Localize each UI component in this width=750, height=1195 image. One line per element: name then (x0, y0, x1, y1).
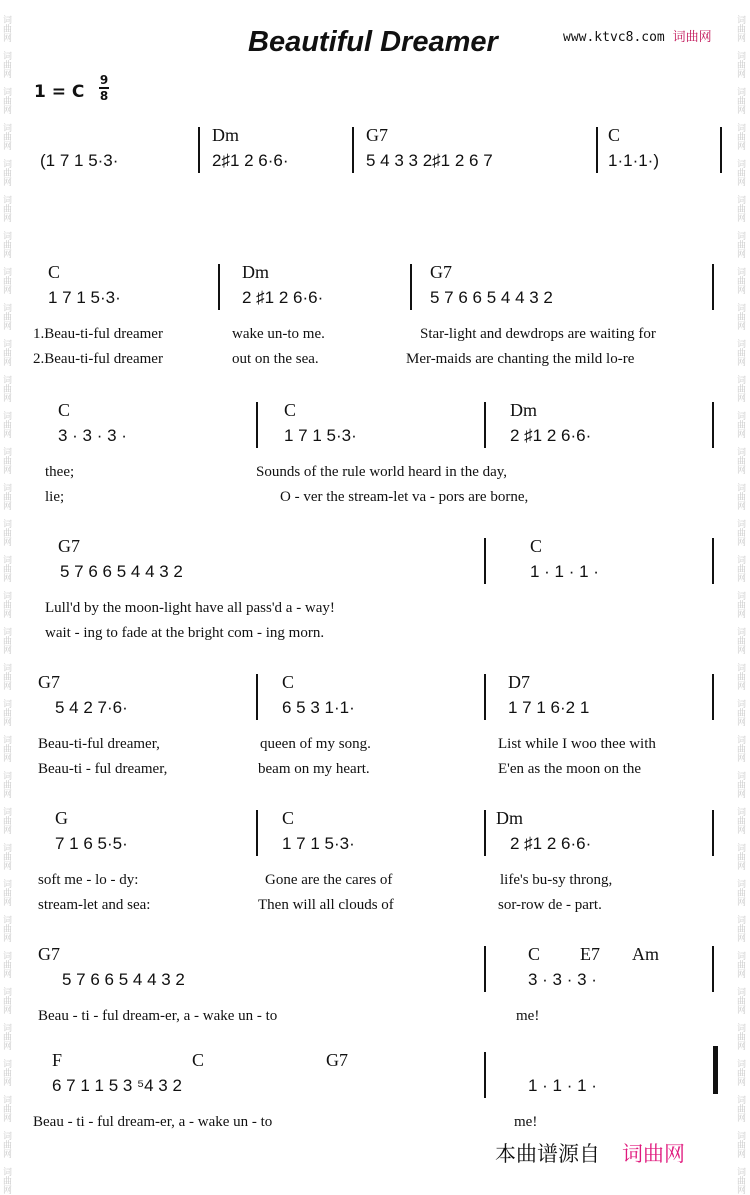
jianpu-notes: 2 ♯1 2 6·6· (510, 834, 592, 853)
barline (712, 674, 714, 720)
jianpu-notes: 2♯1 2 6·6· (212, 151, 289, 170)
chord-symbol: Dm (212, 125, 239, 145)
chord-symbol: Dm (510, 400, 537, 420)
chord-symbol: Dm (496, 808, 523, 828)
side-watermark-text: 词曲网 (735, 1166, 745, 1194)
barline (596, 127, 598, 173)
barline (712, 810, 714, 856)
chord-symbol: C (608, 125, 621, 145)
jianpu-notes: 1 · 1 · 1 · (530, 562, 599, 581)
side-watermark-text: 词曲网 (1, 1022, 11, 1050)
chord-symbol: C (282, 672, 295, 692)
side-watermark-text: 词曲网 (735, 1094, 745, 1122)
side-watermark-text: 词曲网 (735, 878, 745, 906)
jianpu-notes: (1 7 1 5·3· (40, 151, 119, 170)
jianpu-notes: 1 7 1 5·3· (282, 834, 355, 853)
lyric-line: Star-light and dewdrops are waiting for (420, 326, 656, 342)
lyric-line: out on the sea. (232, 351, 319, 367)
side-watermark-text: 词曲网 (1, 194, 11, 222)
barline (198, 127, 200, 173)
chord-symbol: G7 (58, 536, 80, 556)
website-url: www.ktvc8.com (563, 30, 665, 45)
right-watermark-strip (734, 0, 750, 1195)
side-watermark-text: 词曲网 (735, 446, 745, 474)
side-watermark-text: 词曲网 (735, 842, 745, 870)
barline (352, 127, 354, 173)
barline (484, 674, 486, 720)
side-watermark-text: 词曲网 (1, 662, 11, 690)
side-watermark-text: 词曲网 (1, 770, 11, 798)
left-watermark-strip (0, 0, 16, 1195)
side-watermark-text: 词曲网 (1, 446, 11, 474)
barline (256, 674, 258, 720)
lyric-line: life's bu-sy throng, (500, 872, 613, 888)
lyric-line: lie; (45, 489, 65, 505)
barline (410, 264, 412, 310)
side-watermark-text: 词曲网 (1, 302, 11, 330)
side-watermark-text: 词曲网 (1, 374, 11, 402)
side-watermark-text: 词曲网 (735, 374, 745, 402)
lyric-line: Beau - ti - ful dream-er, a - wake un - to (38, 1008, 278, 1024)
jianpu-notes: 3 · 3 · 3 · (58, 426, 127, 445)
jianpu-notes: 5 4 3 3 2♯1 2 6 7 (366, 151, 493, 170)
time-sig-top: 9 (99, 73, 109, 87)
lyric-line: soft me - lo - dy: (38, 872, 139, 888)
side-watermark-text: 词曲网 (735, 410, 745, 438)
lyric-line: me! (516, 1008, 540, 1024)
lyric-line: Lull'd by the moon-light have all pass'd a - way! (45, 600, 335, 616)
side-watermark-text: 词曲网 (1, 410, 11, 438)
side-watermark-text: 词曲网 (1, 50, 11, 78)
lyric-line: Then will all clouds of (258, 897, 394, 913)
side-watermark-text: 词曲网 (735, 1058, 745, 1086)
side-watermark-text: 词曲网 (735, 1130, 745, 1158)
side-watermark-text: 词曲网 (1, 230, 11, 258)
chord-symbol: C (284, 400, 297, 420)
side-watermark-text: 词曲网 (1, 266, 11, 294)
side-watermark-text: 词曲网 (735, 698, 745, 726)
side-watermark-text: 词曲网 (735, 662, 745, 690)
side-watermark-text: 词曲网 (735, 50, 745, 78)
jianpu-notes: 1 · 1 · 1 · (528, 1076, 597, 1095)
side-watermark-text: 词曲网 (1, 1094, 11, 1122)
side-watermark-text: 词曲网 (1, 698, 11, 726)
side-watermark-text: 词曲网 (735, 158, 745, 186)
side-watermark-text: 词曲网 (1, 14, 11, 42)
barline (484, 810, 486, 856)
chord-symbol: Am (632, 944, 659, 964)
side-watermark-text: 词曲网 (1, 734, 11, 762)
side-watermark-text: 词曲网 (735, 806, 745, 834)
time-sig-bottom: 8 (99, 89, 109, 103)
side-watermark-text: 词曲网 (735, 266, 745, 294)
song-title: Beautiful Dreamer (248, 26, 498, 58)
side-watermark-text: 词曲网 (735, 14, 745, 42)
side-watermark-text: 词曲网 (735, 950, 745, 978)
jianpu-notes: 1·1·1·) (608, 151, 660, 170)
side-watermark-text: 词曲网 (1, 914, 11, 942)
chord-symbol: G (55, 808, 68, 828)
side-watermark-text: 词曲网 (735, 230, 745, 258)
side-watermark-text: 词曲网 (735, 302, 745, 330)
chord-symbol: C (48, 262, 61, 282)
side-watermark-text: 词曲网 (1, 338, 11, 366)
jianpu-notes: 2 ♯1 2 6·6· (242, 288, 324, 307)
footer-credit (495, 1138, 685, 1168)
jianpu-notes: 5 7 6 6 5 4 4 3 2 (62, 970, 185, 989)
time-signature (99, 74, 109, 102)
side-watermark-text: 词曲网 (1, 590, 11, 618)
side-watermark-text: 词曲网 (1, 86, 11, 114)
jianpu-notes: 3 · 3 · 3 · (528, 970, 597, 989)
barline (484, 538, 486, 584)
lyric-line: Sounds of the rule world heard in the day, (256, 464, 508, 480)
side-watermark-text: 词曲网 (735, 194, 745, 222)
side-watermark-text: 词曲网 (735, 518, 745, 546)
side-watermark-text: 词曲网 (1, 986, 11, 1014)
chord-symbol: C (530, 536, 543, 556)
jianpu-notes: 1 7 1 6·2 1 (508, 698, 590, 717)
chord-symbol: G7 (326, 1050, 348, 1070)
side-watermark-text: 词曲网 (1, 1058, 11, 1086)
side-watermark-text: 词曲网 (1, 842, 11, 870)
side-watermark-text: 词曲网 (735, 482, 745, 510)
side-watermark-text: 词曲网 (735, 914, 745, 942)
barline (712, 264, 714, 310)
chord-symbol: C (528, 944, 541, 964)
side-watermark-text: 词曲网 (1, 1130, 11, 1158)
chord-symbol: C (282, 808, 295, 828)
side-watermark-text: 词曲网 (735, 734, 745, 762)
side-watermark-text: 词曲网 (1, 626, 11, 654)
footer-source: 本曲谱源自 (495, 1142, 600, 1166)
lyric-line: wait - ing to fade at the bright com - ing morn. (45, 625, 325, 641)
side-watermark-text: 词曲网 (1, 554, 11, 582)
website-name: 词曲网 (672, 30, 712, 45)
side-watermark-text: 词曲网 (1, 158, 11, 186)
lyric-line: Mer-maids are chanting the mild lo-re (406, 351, 635, 367)
final-barline (713, 1046, 718, 1094)
lyric-line: stream-let and sea: (38, 897, 151, 913)
key-signature: 1 = C (34, 82, 85, 102)
side-watermark-text: 词曲网 (735, 626, 745, 654)
side-watermark-text: 词曲网 (1, 806, 11, 834)
jianpu-notes: 5 4 2 7·6· (55, 698, 128, 717)
barline (484, 946, 486, 992)
jianpu-notes: 6 5 3 1·1· (282, 698, 355, 717)
side-watermark-text: 词曲网 (1, 518, 11, 546)
chord-symbol: C (58, 400, 71, 420)
lyric-line: Beau-ti-ful dreamer, (38, 736, 160, 752)
lyric-line: me! (514, 1114, 538, 1130)
jianpu-notes: 7 1 6 5·5· (55, 834, 128, 853)
lyric-line: O - ver the stream-let va - pors are borne, (280, 489, 529, 505)
chord-symbol: G7 (38, 944, 60, 964)
barline (218, 264, 220, 310)
lyric-line: Beau-ti - ful dreamer, (38, 761, 168, 777)
side-watermark-text: 词曲网 (735, 770, 745, 798)
side-watermark-text: 词曲网 (735, 122, 745, 150)
lyric-line: E'en as the moon on the (498, 761, 642, 777)
website-header (563, 26, 712, 45)
lyric-line: 1.Beau-ti-ful dreamer (33, 326, 163, 342)
side-watermark-text: 词曲网 (1, 1166, 11, 1194)
lyric-line: 2.Beau-ti-ful dreamer (33, 351, 163, 367)
barline (720, 127, 722, 173)
side-watermark-text: 词曲网 (735, 1022, 745, 1050)
footer-site: 词曲网 (622, 1142, 685, 1166)
chord-symbol: Dm (242, 262, 269, 282)
lyric-line: queen of my song. (260, 736, 371, 752)
barline (712, 946, 714, 992)
side-watermark-text: 词曲网 (735, 986, 745, 1014)
lyric-line: Beau - ti - ful dream-er, a - wake un - to (33, 1114, 273, 1130)
chord-symbol: G7 (430, 262, 452, 282)
chord-symbol: G7 (38, 672, 60, 692)
side-watermark-text: 词曲网 (735, 590, 745, 618)
jianpu-notes: 1 7 1 5·3· (284, 426, 357, 445)
chord-symbol: C (192, 1050, 205, 1070)
side-watermark-text: 词曲网 (735, 338, 745, 366)
side-watermark-text: 词曲网 (1, 122, 11, 150)
side-watermark-text: 词曲网 (1, 482, 11, 510)
lyric-line: thee; (45, 464, 75, 480)
barline (484, 402, 486, 448)
chord-symbol: D7 (508, 672, 530, 692)
lyric-line: sor-row de - part. (498, 897, 602, 913)
barline (484, 1052, 486, 1098)
chord-symbol: G7 (366, 125, 388, 145)
barline (256, 810, 258, 856)
side-watermark-text: 词曲网 (735, 86, 745, 114)
barline (256, 402, 258, 448)
chord-symbol: E7 (580, 944, 600, 964)
barline (712, 538, 714, 584)
lyric-line: beam on my heart. (258, 761, 370, 777)
lyric-line: Gone are the cares of (265, 872, 393, 888)
jianpu-notes: 2 ♯1 2 6·6· (510, 426, 592, 445)
jianpu-notes: 6 7 1 1 5 3 ⁵4 3 2 (52, 1076, 182, 1095)
side-watermark-text: 词曲网 (735, 554, 745, 582)
jianpu-notes: 5 7 6 6 5 4 4 3 2 (430, 288, 553, 307)
side-watermark-text: 词曲网 (1, 878, 11, 906)
lyric-line: List while I woo thee with (498, 736, 656, 752)
jianpu-notes: 1 7 1 5·3· (48, 288, 121, 307)
side-watermark-text: 词曲网 (1, 950, 11, 978)
chord-symbol: F (52, 1050, 63, 1070)
barline (712, 402, 714, 448)
jianpu-notes: 5 7 6 6 5 4 4 3 2 (60, 562, 183, 581)
lyric-line: wake un-to me. (232, 326, 325, 342)
